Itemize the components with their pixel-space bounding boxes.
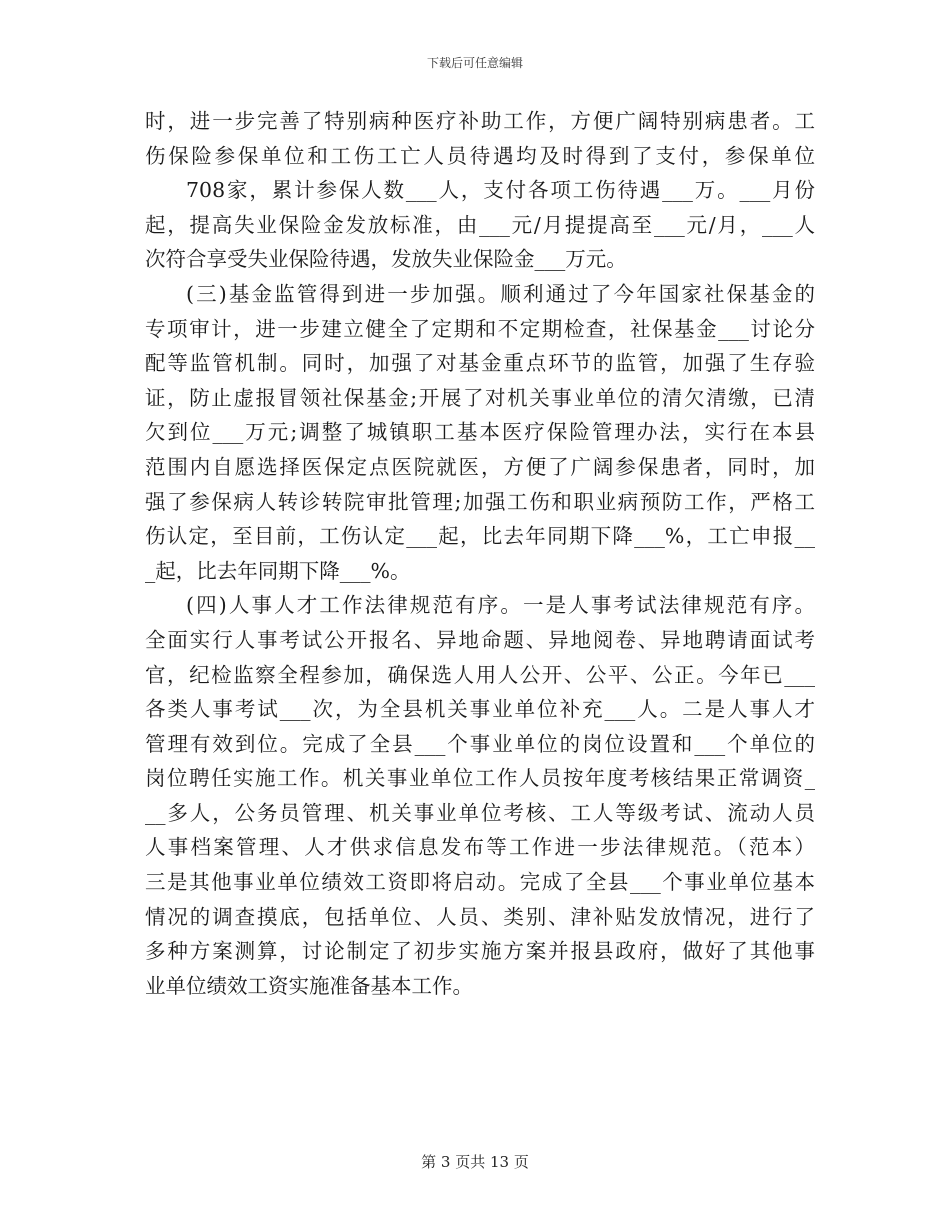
body-line: 证，防止虚报冒领社保基金;开展了对机关事业单位的清欠清缴，已清 [145, 385, 815, 410]
body-line: 情况的调查摸底，包括单位、人员、类别、津补贴发放情况，进行了 [145, 904, 815, 929]
body-line: __多人，公务员管理、机关事业单位考核、工人等级考试、流动人员 [145, 800, 815, 825]
section-heading-4: (四)人事人才工作法律规范有序。一是人事考试法律规范有序。 [186, 593, 815, 618]
page-header: 下载后可任意编辑 [426, 56, 523, 70]
body-line: 强了参保病人转诊转院审批管理;加强工伤和职业病预防工作，严格工 [145, 489, 815, 514]
body-line: 人事档案管理、人才供求信息发布等工作进一步法律规范。（范本） [145, 835, 815, 860]
body-line: 岗位聘任实施工作。机关事业单位工作人员按年度考核结果正常调资_ [145, 766, 815, 791]
body-line: 708家，累计参保人数___人，支付各项工伤待遇___万。___月份 [186, 178, 815, 203]
body-line: 业单位绩效工资实施准备基本工作。 [145, 973, 473, 998]
body-line: 各类人事考试___次，为全县机关事业单位补充___人。二是人事人才 [145, 697, 815, 722]
document-body [145, 104, 815, 1003]
body-line: 全面实行人事考试公开报名、异地命题、异地阅卷、异地聘请面试考 [145, 627, 815, 652]
body-line: 官，纪检监察全程参加，确保选人用人公开、公平、公正。今年已___ [145, 662, 815, 687]
section-heading-3: (三)基金监管得到进一步加强。顺利通过了今年国家社保基金的 [186, 281, 815, 306]
body-line: 多种方案测算，讨论制定了初步实施方案并报县政府，做好了其他事 [145, 939, 815, 964]
body-line: 起，提高失业保险金发放标准，由___元/月提提高至___元/月，___人 [145, 212, 815, 237]
body-line: 伤认定，至目前，工伤认定___起，比去年同期下降___%，工亡申报__ [145, 524, 815, 549]
body-line: 范围内自愿选择医保定点医院就医，方便了广阔参保患者，同时，加 [145, 454, 815, 479]
body-line: 时，进一步完善了特别病种医疗补助工作，方便广阔特别病患者。工 [145, 109, 815, 133]
body-line: 配等监管机制。同时，加强了对基金重点环节的监管，加强了生存验 [145, 351, 815, 376]
page-number: 第 3 页共 13 页 [421, 1153, 529, 1171]
body-line: 三是其他事业单位绩效工资即将启动。完成了全县___个事业单位基本 [145, 870, 815, 895]
body-line: 管理有效到位。完成了全县___个事业单位的岗位设置和___个单位的 [145, 731, 815, 756]
body-line: 次符合享受失业保险待遇，发放失业保险金___万元。 [145, 247, 627, 272]
body-line: 伤保险参保单位和工伤工亡人员待遇均及时得到了支付，参保单位 [145, 143, 815, 168]
body-line: 欠到位___万元;调整了城镇职工基本医疗保险管理办法，实行在本县 [145, 420, 815, 445]
body-line: 专项审计，进一步建立健全了定期和不定期检查，社保基金___讨论分 [145, 316, 815, 341]
body-line: _起，比去年同期下降___%。 [145, 558, 411, 583]
